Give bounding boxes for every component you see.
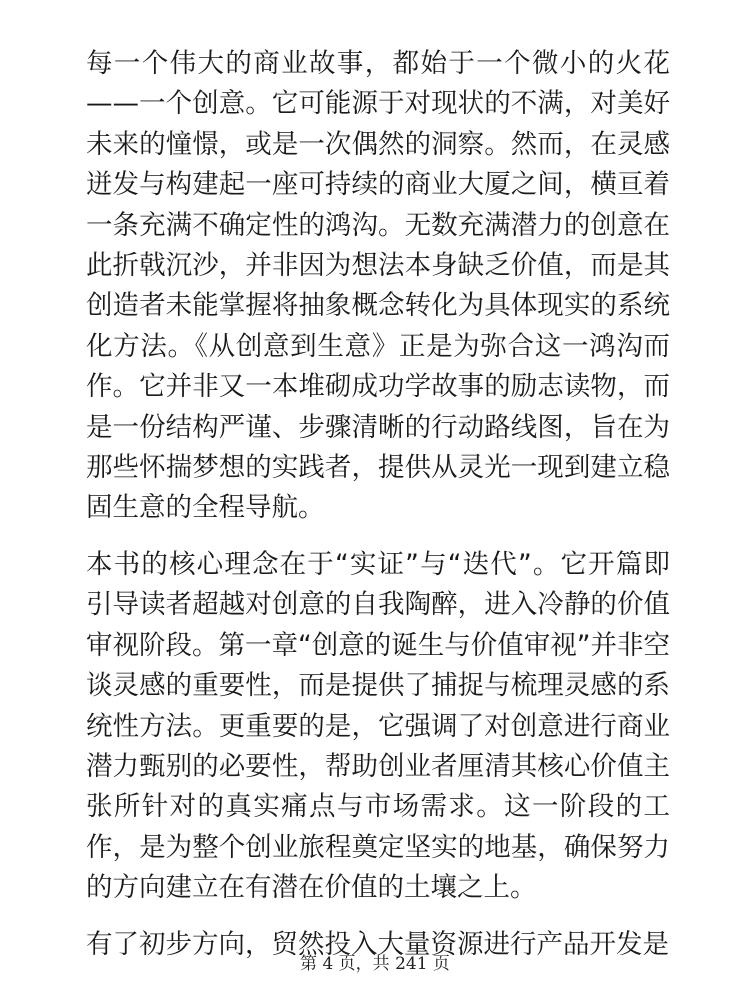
body-text [86,44,670,981]
paragraph-2: 本书的核心理念在于“实证”与“迭代”。它开篇即引导读者超越对创意的自我陶醉，进入冷静的价值审视阶段。第一章“创意的诞生与价值审视”并非空谈灵感的重要性，而是提供了捕捉与梳理灵感的系统性方法。更重要的是，它强调了对创意进行商业潜力甄别的必要性，帮助创业者厘清其核心价值主张所针对的真实痛点与市场需求。这一阶段的工作，是为整个创业旅程奠定坚实的地基，确保努力的方向建立在有潜在价值的土壤之上。 [86,548,670,904]
paragraph-3: 有了初步方向，贸然投入大量资源进行产品开发是 [86,928,669,960]
paragraph-1: 每一个伟大的商业故事，都始于一个微小的火花——一个创意。它可能源于对现状的不满，对美好未来的憧憬，或是一次偶然的洞察。然而，在灵感迸发与构建起一座可持续的商业大厦之间，横亘着一条充满不确定性的鸿沟。无数充满潜力的创意在此折戟沉沙，并非因为想法本身缺乏价值，而是其创造者未能掌握将抽象概念转化为具体现实的系统化方法。《从创意到生意》正是为弥合这一鸿沟而作。它并非又一本堆砌成功学故事的励志读物，而是一份结构严谨、步骤清晰的行动路线图，旨在为那些怀揣梦想的实践者，提供从灵光一现到建立稳固生意的全程导航。 [86,48,670,524]
page-number-footer: 第 4 页，共 241 页 [300,954,450,974]
